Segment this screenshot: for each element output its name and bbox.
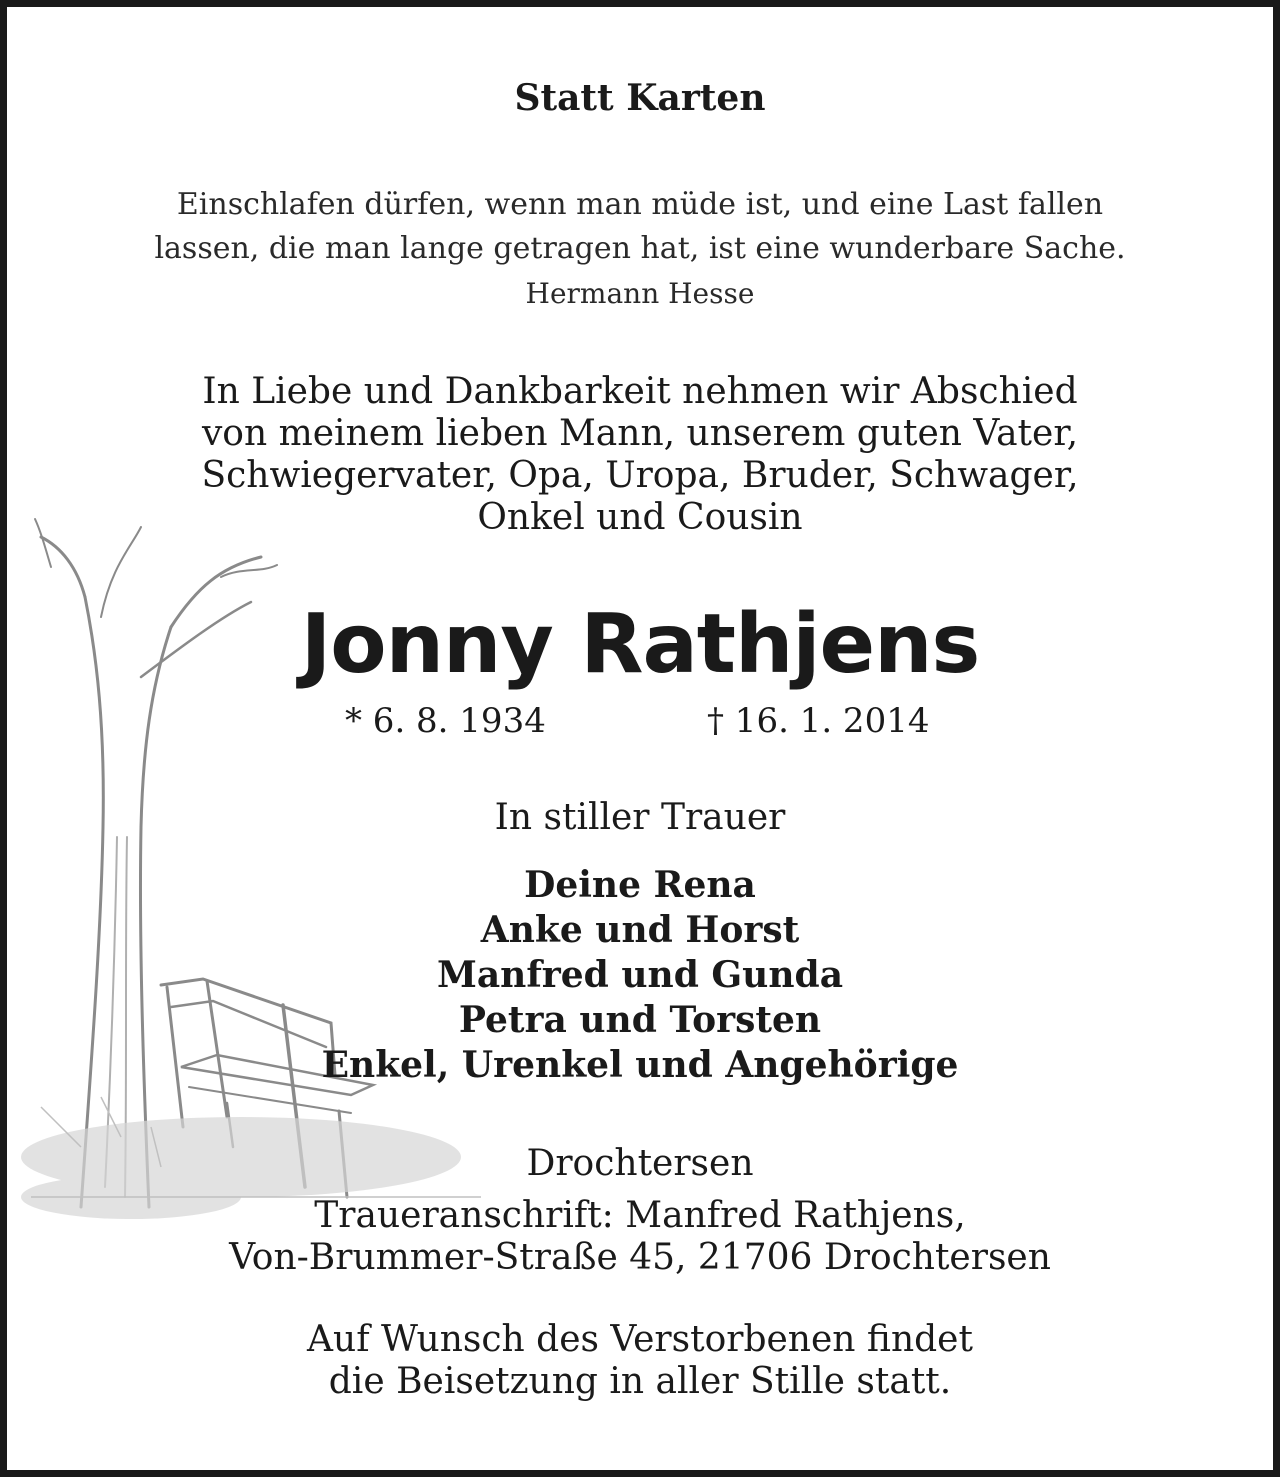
- quote-author: Hermann Hesse: [525, 277, 755, 310]
- quote-line: Einschlafen dürfen, wenn man müde ist, und eine Last fallen: [176, 187, 1104, 222]
- heading: Statt Karten: [514, 77, 766, 119]
- notice-line: die Beisetzung in aller Stille statt.: [328, 1361, 952, 1402]
- address-line: Traueranschrift: Manfred Rathjens,: [314, 1195, 966, 1236]
- city: Drochtersen: [526, 1143, 754, 1184]
- mourning-line: In stiller Trauer: [494, 797, 786, 838]
- family-member: Manfred und Gunda: [436, 954, 844, 996]
- intro-line: Onkel und Cousin: [477, 497, 803, 538]
- intro-line: von meinem lieben Mann, unserem guten Vater,: [201, 413, 1079, 454]
- family-member: Petra und Torsten: [458, 999, 822, 1041]
- family-member: Enkel, Urenkel und Angehörige: [321, 1044, 959, 1086]
- intro-line: In Liebe und Dankbarkeit nehmen wir Abschied: [202, 371, 1078, 412]
- intro-text: [7, 371, 1273, 539]
- address-line: Von-Brummer-Straße 45, 21706 Drochtersen: [229, 1237, 1051, 1278]
- birth-date: * 6. 8. 1934: [345, 701, 546, 741]
- family-member: Anke und Horst: [480, 909, 800, 951]
- family-list: [7, 863, 1273, 1088]
- intro-line: Schwiegervater, Opa, Uropa, Bruder, Schwager,: [201, 455, 1079, 496]
- deceased-name: Jonny Rathjens: [300, 597, 980, 692]
- burial-notice: [7, 1319, 1273, 1403]
- death-date: † 16. 1. 2014: [707, 701, 930, 741]
- mourning-address: [7, 1195, 1273, 1279]
- quote: [7, 183, 1273, 271]
- quote-line: lassen, die man lange getragen hat, ist eine wunderbare Sache.: [154, 231, 1126, 266]
- family-member: Deine Rena: [524, 864, 756, 906]
- notice-line: Auf Wunsch des Verstorbenen findet: [307, 1319, 973, 1360]
